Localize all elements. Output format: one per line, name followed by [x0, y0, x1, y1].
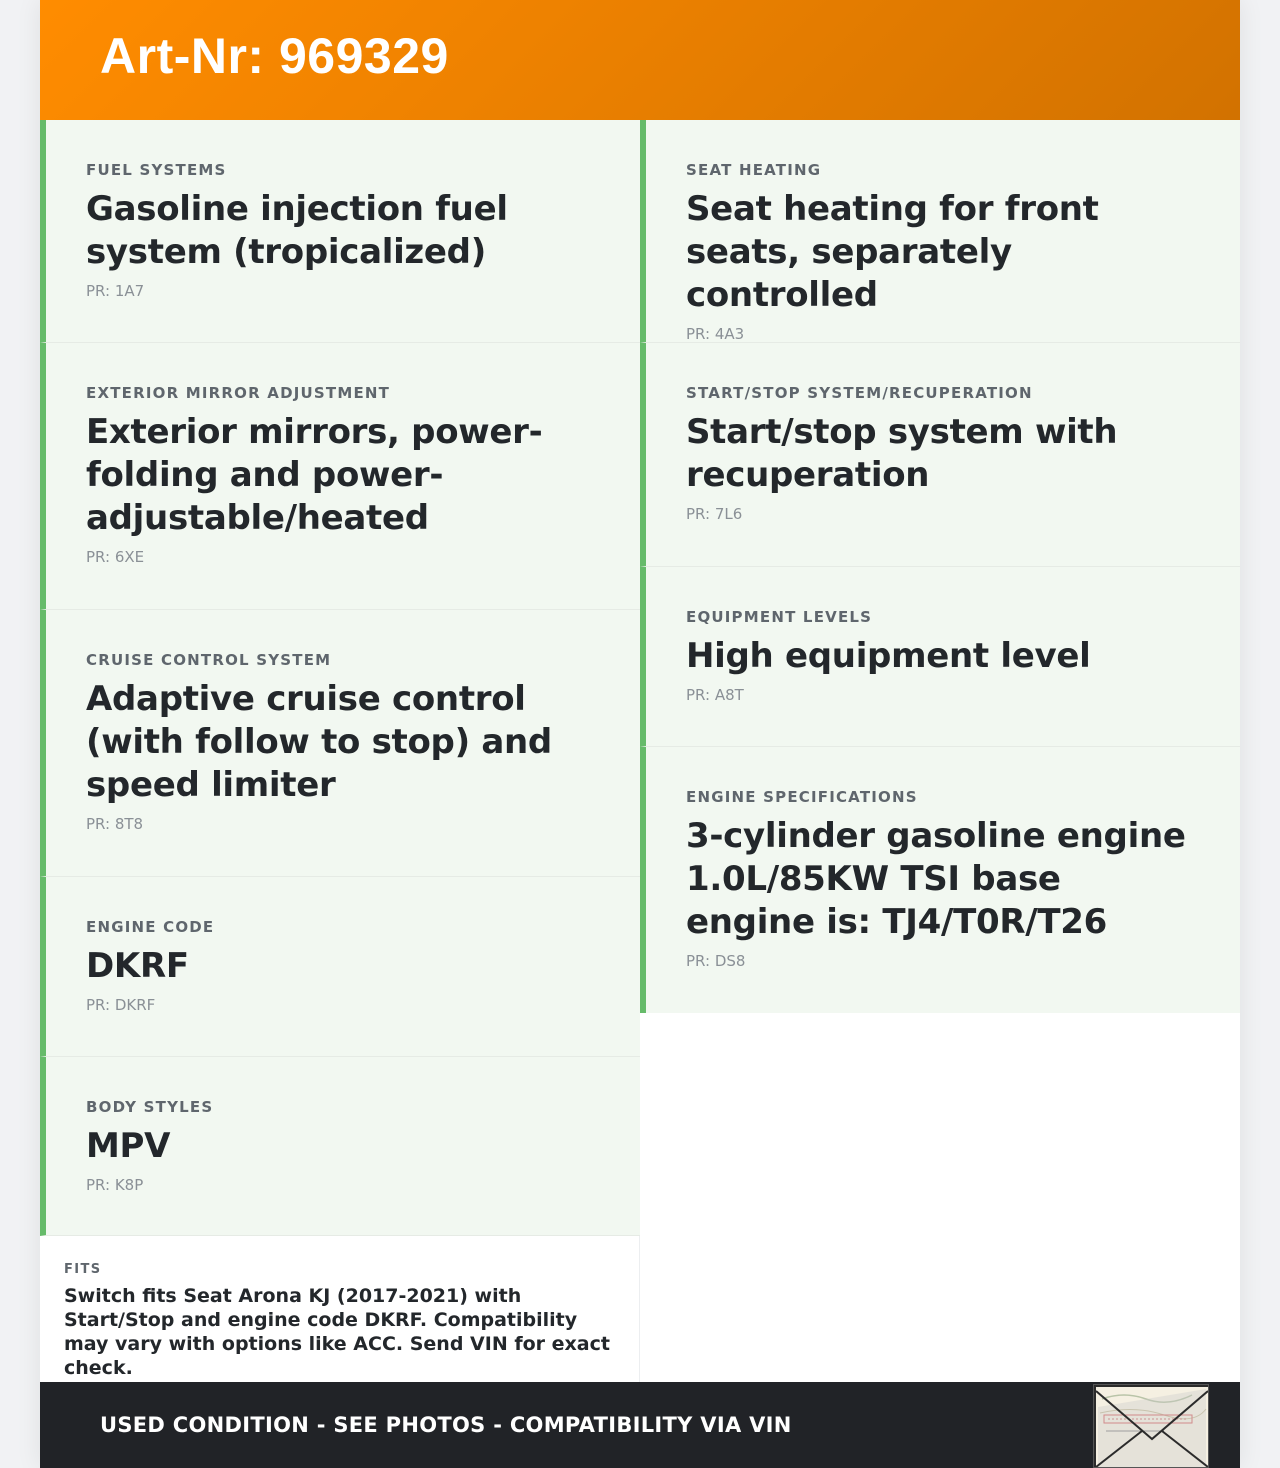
spec-card-equipment-levels	[640, 567, 1240, 747]
fits-text: Switch fits Seat Arona KJ (2017-2021) with Start/Stop and engine code DKRF. Compatibility may vary with options like ACC. Send VIN for exact check.	[64, 1285, 610, 1379]
spec-pr-code: PR: 4A3	[686, 325, 745, 343]
spec-pr-code: PR: 6XE	[86, 548, 145, 566]
spec-card-engine-specifications	[640, 747, 1240, 1013]
spec-card-exterior-mirror	[40, 343, 640, 610]
spec-pr-code: PR: A8T	[686, 686, 744, 704]
fits-note	[40, 1236, 640, 1382]
product-sheet	[40, 0, 1240, 1468]
spec-category: START/STOP SYSTEM/RECUPERATION	[686, 384, 1033, 402]
left-spec-column	[40, 120, 640, 1236]
spec-value: 3-cylinder gasoline engine 1.0L/85KW TSI base engine is: TJ4/T0R/T26	[686, 816, 1186, 942]
header-banner	[40, 0, 1240, 120]
spec-category: ENGINE CODE	[86, 918, 215, 936]
spec-pr-code: PR: DKRF	[86, 996, 156, 1014]
spec-category: ENGINE SPECIFICATIONS	[686, 788, 918, 806]
spec-pr-code: PR: 7L6	[686, 505, 743, 523]
article-number-title: Art-Nr: 969329	[100, 28, 449, 84]
spec-category: FUEL SYSTEMS	[86, 161, 227, 179]
spec-value: DKRF	[86, 946, 189, 986]
spec-value: Seat heating for front seats, separately controlled	[686, 189, 1099, 315]
spec-pr-code: PR: 1A7	[86, 282, 145, 300]
footer-bar	[40, 1382, 1240, 1468]
spec-pr-code: PR: 8T8	[86, 815, 144, 833]
right-spec-column	[640, 120, 1240, 1013]
spec-category: BODY STYLES	[86, 1098, 214, 1116]
spec-card-body-styles	[40, 1057, 640, 1236]
spec-value: Start/stop system with recuperation	[686, 412, 1118, 495]
spec-value: MPV	[86, 1126, 171, 1166]
spec-category: CRUISE CONTROL SYSTEM	[86, 651, 332, 669]
fits-label: FITS	[64, 1262, 102, 1277]
spec-category: EQUIPMENT LEVELS	[686, 608, 873, 626]
spec-card-cruise-control	[40, 610, 640, 877]
spec-card-start-stop	[640, 343, 1240, 567]
footer-condition-text: USED CONDITION - SEE PHOTOS - COMPATIBILITY VIA VIN	[100, 1413, 792, 1437]
spec-pr-code: PR: DS8	[686, 952, 746, 970]
spec-value: Adaptive cruise control (with follow to stop) and speed limiter	[86, 679, 552, 805]
spec-card-seat-heating	[640, 120, 1240, 343]
spec-card-fuel-systems	[40, 120, 640, 343]
spec-card-engine-code	[40, 877, 640, 1057]
spec-pr-code: PR: K8P	[86, 1176, 144, 1194]
document-photo-icon[interactable]	[1093, 1384, 1209, 1468]
spec-category: EXTERIOR MIRROR ADJUSTMENT	[86, 384, 391, 402]
spec-value: Exterior mirrors, power-folding and power-adjustable/heated	[86, 412, 543, 538]
spec-category: SEAT HEATING	[686, 161, 822, 179]
spec-value: High equipment level	[686, 636, 1091, 676]
spec-value: Gasoline injection fuel system (tropicalized)	[86, 189, 508, 272]
